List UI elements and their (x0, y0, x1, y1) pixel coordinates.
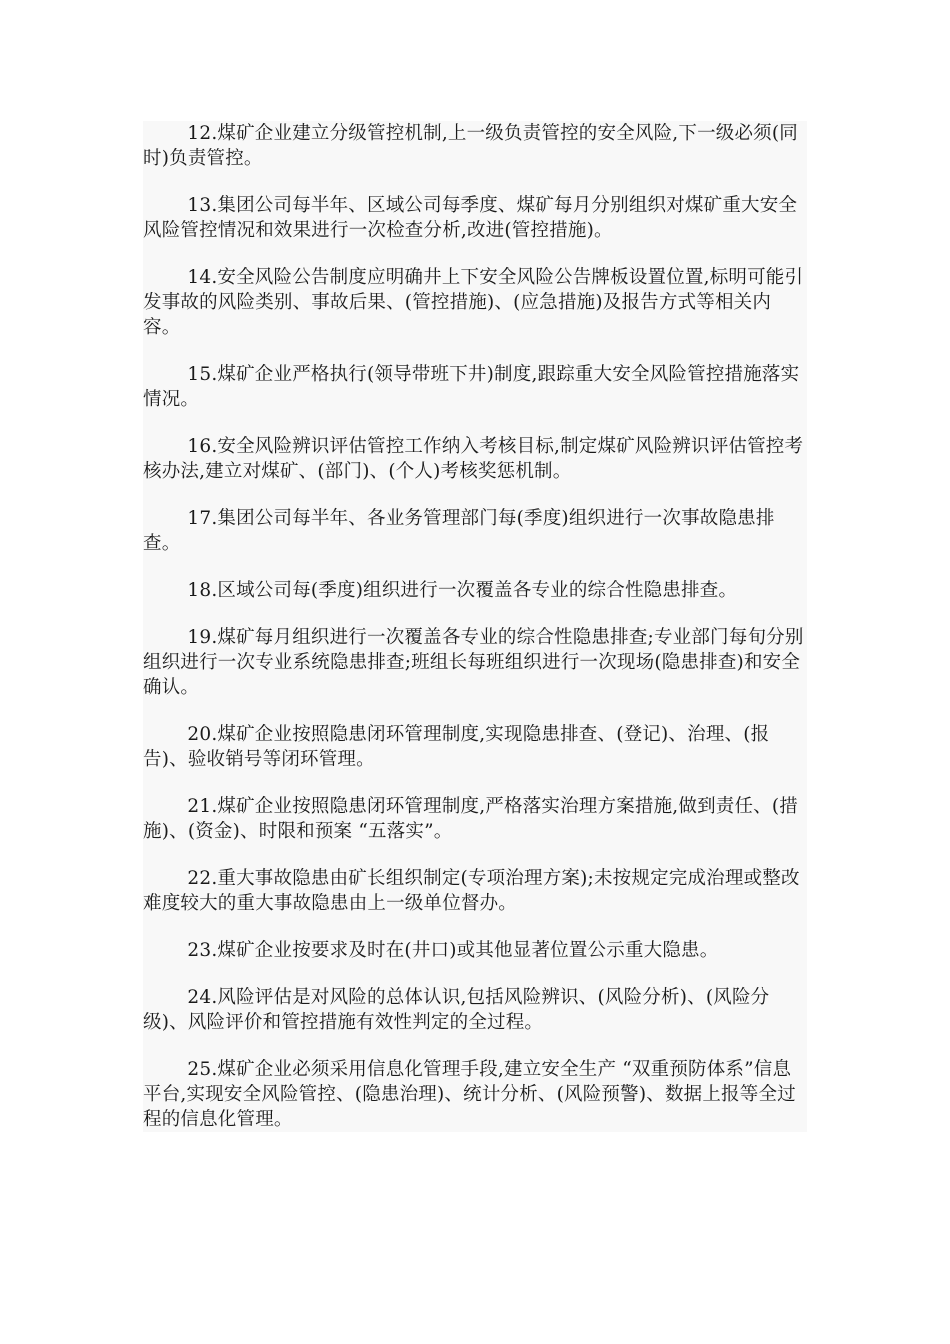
paragraph-item-16: 16.安全风险辨识评估管控工作纳入考核目标,制定煤矿风险辨识评估管控考核办法,建立对煤矿、(部门)、(个人)考核奖惩机制。 (143, 436, 804, 482)
paragraph-item-23: 23.煤矿企业按要求及时在(井口)或其他显著位置公示重大隐患。 (187, 940, 719, 961)
paragraph-item-25: 25.煤矿企业必须采用信息化管理手段,建立安全生产 “双重预防体系”信息平台,实现安全风险管控、(隐患治理)、统计分析、(风险预警)、数据上报等全过程的信息化管理。 (143, 1059, 796, 1130)
paragraph-item-13: 13.集团公司每半年、区域公司每季度、煤矿每月分别组织对煤矿重大安全风险管控情况和效果进行一次检查分析,改进(管控措施)。 (143, 195, 798, 241)
paragraph-item-15: 15.煤矿企业严格执行(领导带班下井)制度,跟踪重大安全风险管控措施落实情况。 (143, 364, 800, 410)
paragraph-item-17: 17.集团公司每半年、各业务管理部门每(季度)组织进行一次事故隐患排查。 (143, 508, 775, 554)
document-body (143, 121, 807, 1132)
paragraph-item-18: 18.区域公司每(季度)组织进行一次覆盖各专业的综合性隐患排查。 (187, 580, 738, 601)
paragraph-item-20: 20.煤矿企业按照隐患闭环管理制度,实现隐患排查、(登记)、治理、(报告)、验收销号等闭环管理。 (143, 724, 770, 770)
paragraph-item-22: 22.重大事故隐患由矿长组织制定(专项治理方案);未按规定完成治理或整改难度较大的重大事故隐患由上一级单位督办。 (143, 868, 800, 914)
paragraph-item-12: 12.煤矿企业建立分级管控机制,上一级负责管控的安全风险,下一级必须(同时)负责管控。 (143, 123, 798, 169)
paragraph-item-24: 24.风险评估是对风险的总体认识,包括风险辨识、(风险分析)、(风险分级)、风险评价和管控措施有效性判定的全过程。 (143, 987, 770, 1033)
paragraph-item-19: 19.煤矿每月组织进行一次覆盖各专业的综合性隐患排查;专业部门每旬分别组织进行一次专业系统隐患排查;班组长每班组织进行一次现场(隐患排查)和安全确认。 (143, 627, 804, 698)
paragraph-item-21: 21.煤矿企业按照隐患闭环管理制度,严格落实治理方案措施,做到责任、(措施)、(资金)、时限和预案 “五落实”。 (143, 796, 798, 842)
paragraph-item-14: 14.安全风险公告制度应明确井上下安全风险公告牌板设置位置,标明可能引发事故的风险类别、事故后果、(管控措施)、(应急措施)及报告方式等相关内容。 (143, 267, 804, 338)
